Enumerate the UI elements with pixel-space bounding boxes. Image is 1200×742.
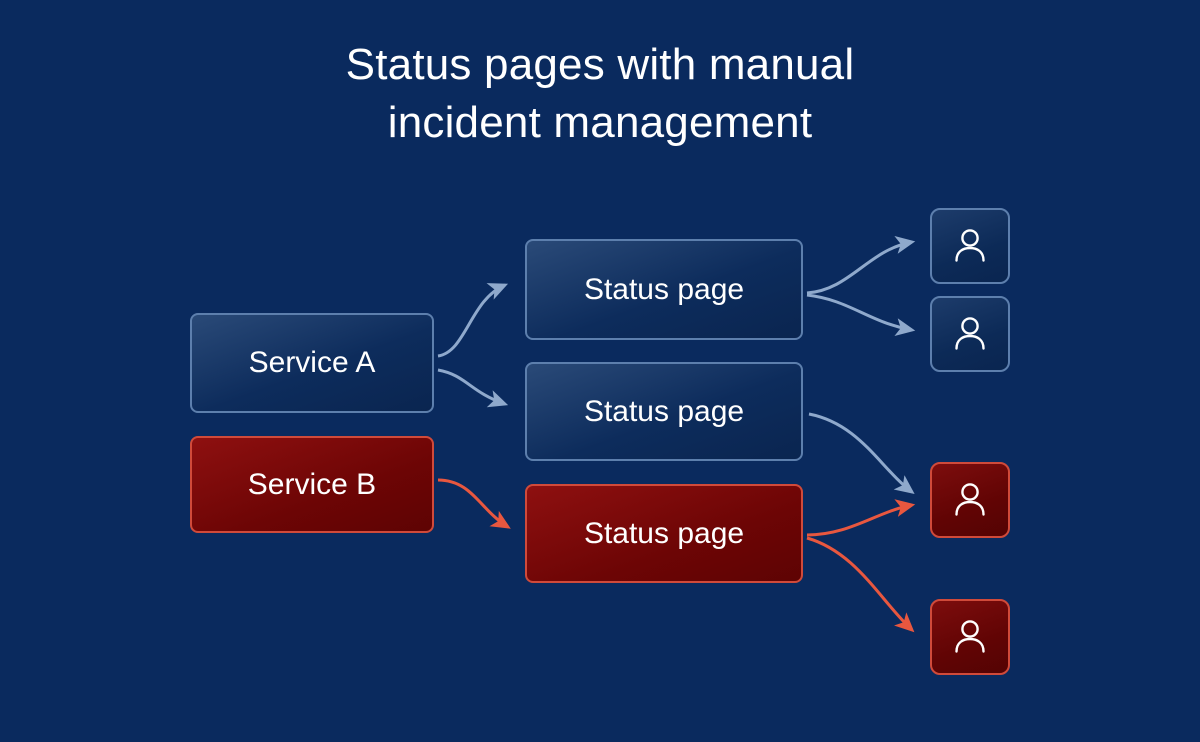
person-node-4[interactable] <box>930 599 1010 675</box>
person-node-2[interactable] <box>930 296 1010 372</box>
node-status-page-2[interactable] <box>525 362 803 461</box>
page-title-line-2: incident management <box>387 98 813 147</box>
person-node-3[interactable] <box>930 462 1010 538</box>
connector-service-b-to-status-page-3 <box>438 480 508 527</box>
connector-status-page-1-to-person-2 <box>807 295 912 330</box>
node-service-a-label: Service A <box>248 346 376 379</box>
person-icon <box>953 227 987 265</box>
connector-status-page-1-to-person-1 <box>807 242 912 293</box>
connector-status-page-3-to-person-4 <box>807 538 912 630</box>
node-status-page-1-label: Status page <box>583 272 745 306</box>
page-title <box>0 36 1200 152</box>
node-service-b[interactable] <box>190 436 434 533</box>
node-status-page-2-label: Status page <box>583 394 745 428</box>
person-icon <box>953 481 987 519</box>
person-icon <box>953 315 987 353</box>
node-status-page-3[interactable] <box>525 484 803 583</box>
node-service-b-label: Service B <box>247 467 377 501</box>
page-title-line-1: Status pages with manual <box>345 40 855 89</box>
connector-service-a-to-status-page-2 <box>438 370 505 404</box>
connector-status-page-2-to-person-3 <box>809 414 912 492</box>
node-status-page-1[interactable] <box>525 239 803 340</box>
node-service-a[interactable] <box>190 313 434 413</box>
connector-service-a-to-status-page-1 <box>438 285 505 356</box>
person-node-1[interactable] <box>930 208 1010 284</box>
person-icon <box>953 618 987 656</box>
node-status-page-3-label: Status page <box>583 516 745 550</box>
connector-status-page-3-to-person-3 <box>807 505 912 535</box>
